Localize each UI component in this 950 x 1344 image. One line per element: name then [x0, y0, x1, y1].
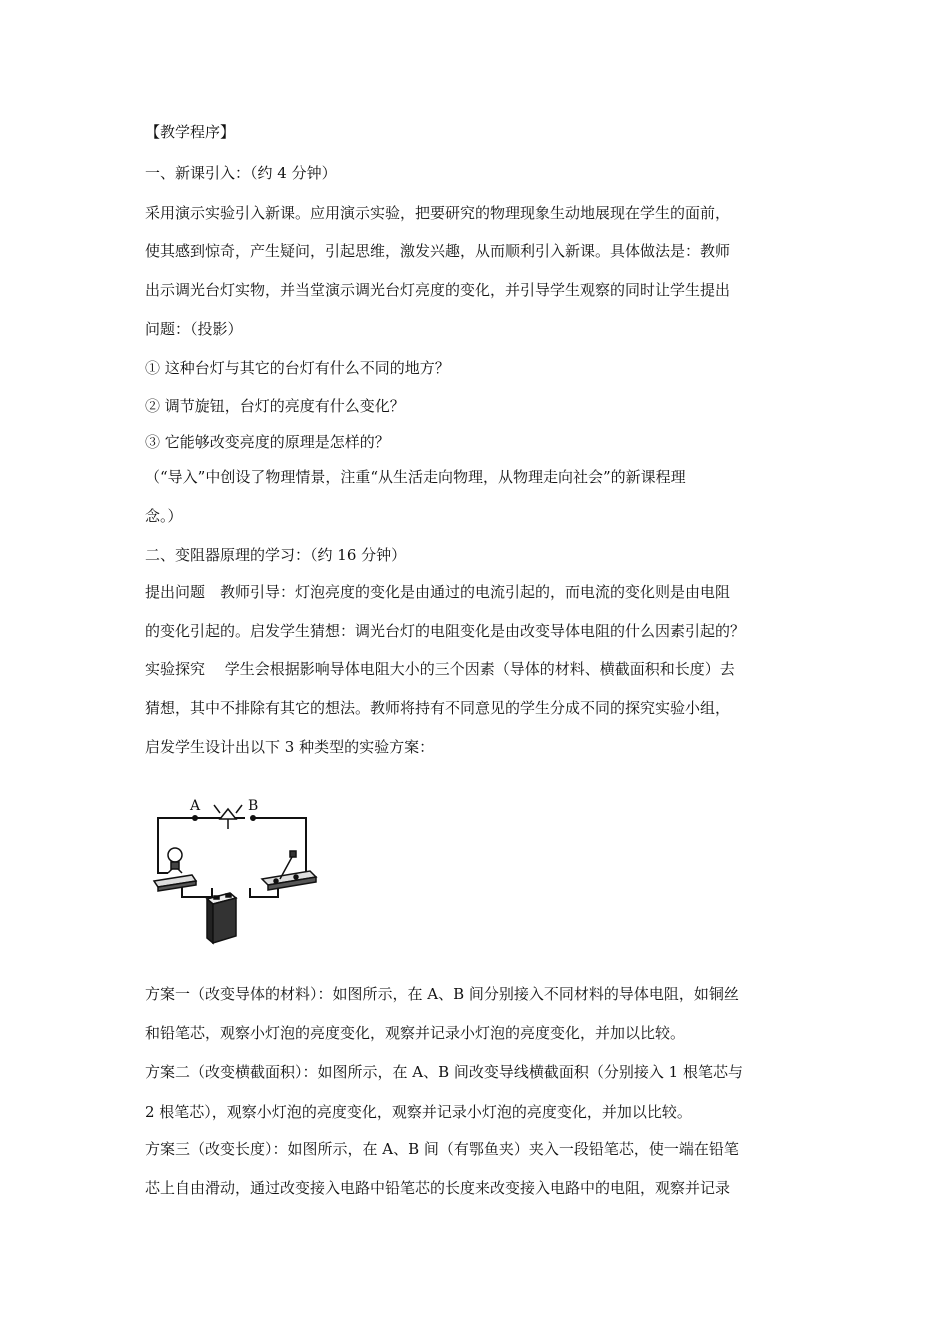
section-2-title: 二、变阻器原理的学习：（约 16 分钟） — [145, 546, 407, 564]
note-line: 念。） — [145, 507, 183, 525]
label-b: B — [248, 798, 259, 814]
note-line: （“导入”中创设了物理情景，注重“从生活走向物理，从物理走向社会”的新课程理 — [145, 468, 686, 486]
plan-line: 芯上自由滑动，通过改变接入电路中铅笔芯的长度来改变接入电路中的电阻，观察并记录 — [145, 1179, 731, 1197]
plan-line: 和铅笔芯，观察小灯泡的亮度变化，观察并记录小灯泡的亮度变化，并加以比较。 — [145, 1024, 686, 1042]
point-a — [192, 815, 198, 821]
point-b — [250, 815, 256, 821]
switch-icon — [262, 851, 316, 890]
paragraph-line: 实验探究 学生会根据影响导体电阻大小的三个因素（导体的材料、横截面积和长度）去 — [145, 660, 735, 678]
paragraph-line: 采用演示实验引入新课。应用演示实验，把要研究的物理现象生动地展现在学生的面前， — [145, 204, 731, 222]
plan-line: 方案一（改变导体的材料）：如图所示，在 A、B 间分别接入不同材料的导体电阻，如铜丝 — [145, 985, 739, 1003]
wire — [255, 818, 306, 880]
question-3: ③ 它能够改变亮度的原理是怎样的？ — [145, 433, 390, 451]
circuit-diagram — [150, 795, 330, 950]
paragraph-line: 的变化引起的。启发学生猜想：调光台灯的电阻变化是由改变导体电阻的什么因素引起的？ — [145, 622, 746, 640]
paragraph-line: 使其感到惊奇，产生疑问，引起思维，激发兴趣，从而顺利引入新课。具体做法是：教师 — [145, 242, 731, 260]
paragraph-line: 问题：（投影） — [145, 320, 243, 338]
paragraph-line: 出示调光台灯实物，并当堂演示调光台灯亮度的变化，并引导学生观察的同时让学生提出 — [145, 281, 731, 299]
plan-line: 方案二（改变横截面积）：如图所示，在 A、B 间改变导线横截面积（分别接入 1 根笔芯与 — [145, 1063, 743, 1081]
wire — [182, 887, 212, 897]
teaching-procedure-heading: 【教学程序】 — [145, 123, 236, 141]
label-a: A — [190, 798, 201, 814]
paragraph-line: 启发学生设计出以下 3 种类型的实验方案： — [145, 738, 435, 756]
question-1: ① 这种台灯与其它的台灯有什么不同的地方？ — [145, 359, 450, 377]
section-1-title: 一、新课引入：（约 4 分钟） — [145, 164, 337, 182]
question-2: ② 调节旋钮，台灯的亮度有什么变化？ — [145, 397, 405, 415]
wire — [158, 860, 168, 873]
lightbulb-icon — [154, 848, 196, 891]
plan-line: 2 根笔芯），观察小灯泡的亮度变化，观察并记录小灯泡的亮度变化，并加以比较。 — [145, 1103, 692, 1121]
battery-icon — [207, 893, 236, 943]
paragraph-line: 猜想，其中不排除有其它的想法。教师将持有不同意见的学生分成不同的探究实验小组， — [145, 699, 731, 717]
paragraph-line: 提出问题 教师引导：灯泡亮度的变化是由通过的电流引起的，而电流的变化则是由电阻 — [145, 583, 731, 601]
plan-line: 方案三（改变长度）：如图所示，在 A、B 间（有鄂鱼夹）夹入一段铅笔芯，使一端在铅笔 — [145, 1140, 739, 1158]
